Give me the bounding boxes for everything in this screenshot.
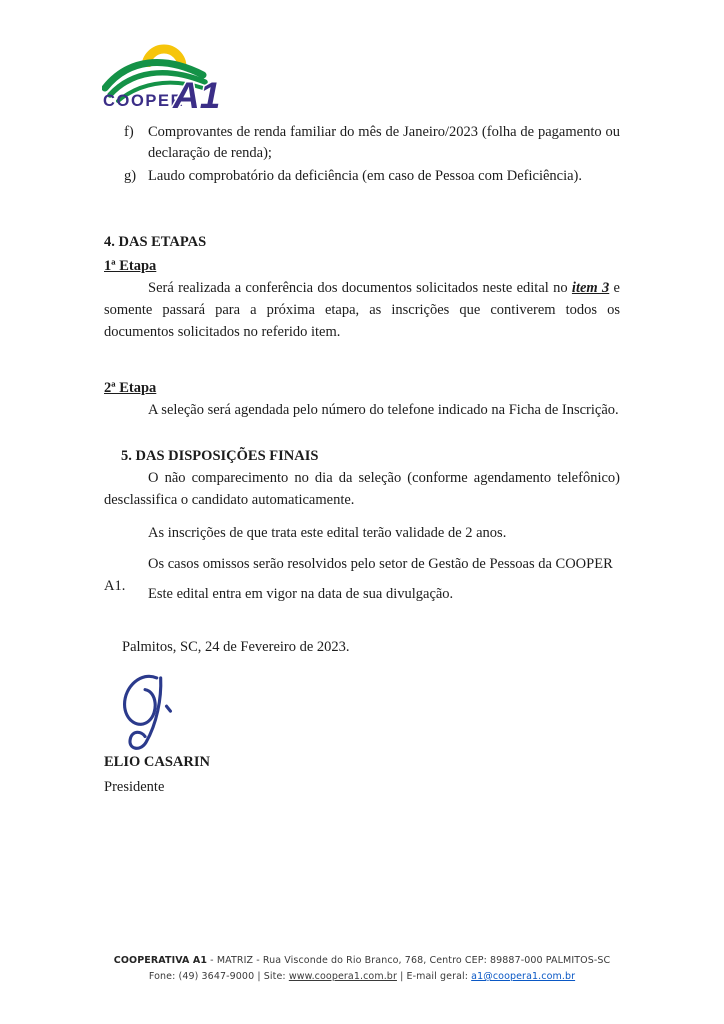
- paragraph-finais-4: Este edital entra em vigor na data de sua divulgação.: [148, 586, 454, 602]
- dateline: Palmitos, SC, 24 de Fevereiro de 2023.: [122, 639, 350, 655]
- section-heading-finais: 5. DAS DISPOSIÇÕES FINAIS: [121, 448, 319, 464]
- cooper-a1-logo-icon: [102, 40, 236, 112]
- email-link[interactable]: a1@coopera1.com.br: [471, 971, 576, 982]
- subsection-heading-etapa2-label: 2ª Etapa: [104, 380, 157, 396]
- signature-icon: [116, 674, 178, 756]
- subsection-heading-etapa2: [104, 377, 620, 399]
- paragraph-etapa1-post: e somente passará para a próxima etapa, as inscrições que contiverem todos os documentos solicitados no referido item.: [104, 280, 620, 340]
- list-item-marker: g): [124, 168, 137, 184]
- footer-email-label: | E-mail geral:: [396, 971, 472, 982]
- list-item: [104, 166, 620, 187]
- footer-address-line: [0, 953, 724, 969]
- paragraph-etapa2: A seleção será agendada pelo número do telefone indicado na Ficha de Inscrição.: [148, 402, 619, 418]
- signatory-name: ELIO CASARIN: [104, 754, 210, 770]
- subsection-heading-etapa1-label: 1ª Etapa: [104, 258, 157, 274]
- subsection-heading-etapa1: [104, 255, 620, 277]
- page-footer: [0, 953, 724, 985]
- site-link[interactable]: www.coopera1.com.br: [288, 971, 397, 982]
- list-item: [104, 122, 620, 164]
- list-item-text: Comprovantes de renda familiar do mês de Janeiro/2023 (folha de pagamento ou declaração de renda);: [148, 124, 620, 161]
- list-item-marker: f): [124, 124, 134, 140]
- paragraph-etapa1: [104, 277, 620, 343]
- paragraph-etapa1-pre: Será realizada a conferência dos documentos solicitados neste edital no: [148, 280, 572, 296]
- item-3-reference: item 3: [571, 280, 610, 296]
- paragraph-finais-1: O não comparecimento no dia da seleção (conforme agendamento telefônico) desclassifica o candidato automaticamente.: [104, 470, 620, 508]
- signatory-role: Presidente: [104, 779, 165, 795]
- logo-a1-text: A1: [173, 75, 221, 112]
- footer-phone-text: Fone: (49) 3647-9000 | Site:: [148, 971, 289, 982]
- paragraph-finais-3: Os casos omissos serão resolvidos pelo setor de Gestão de Pessoas da COOPER A1.: [104, 556, 613, 594]
- footer-address-text: - MATRIZ - Rua Visconde do Rio Branco, 768, Centro CEP: 89887-000 PALMITOS-SC: [207, 955, 611, 966]
- cooper-a1-logo: [102, 40, 236, 112]
- footer-contact-line: [0, 969, 724, 985]
- list-item-text: Laudo comprobatório da deficiência (em caso de Pessoa com Deficiência).: [148, 168, 583, 184]
- handwritten-signature: [116, 674, 178, 761]
- logo-cooper-text: COOPER: [103, 92, 185, 110]
- section-heading-etapas: 4. DAS ETAPAS: [104, 234, 207, 250]
- footer-company-name: COOPERATIVA A1: [113, 955, 208, 966]
- paragraph-finais-2: As inscrições de que trata este edital terão validade de 2 anos.: [148, 525, 507, 541]
